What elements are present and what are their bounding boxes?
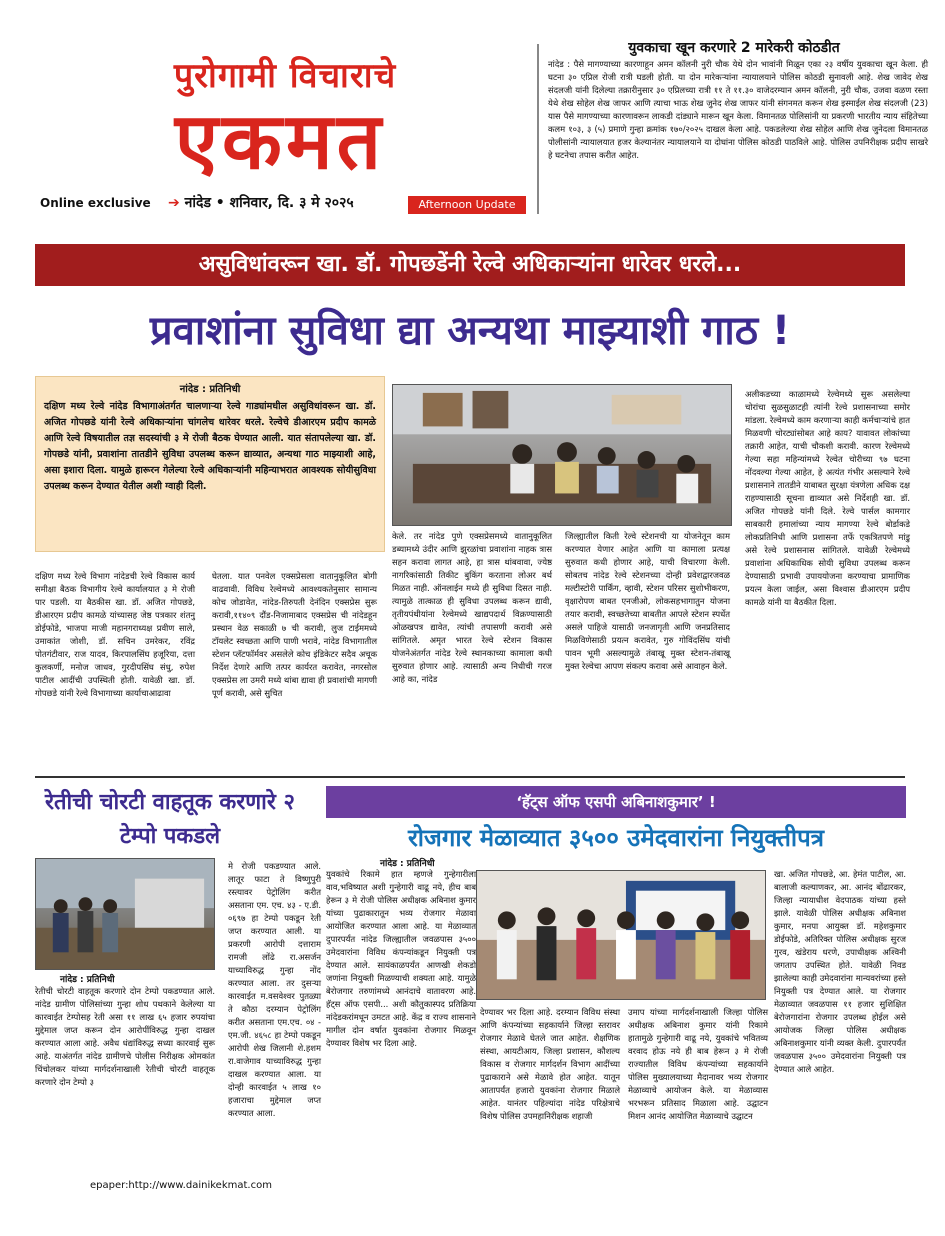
meeting-photo bbox=[392, 384, 732, 526]
job-story-column-2: देण्यावर भर दिला आहे. दरम्यान विविध संस्था आणि कंपन्यांच्या सहकार्याने जिल्हा स्तरावर रोजगार मेळावे घेतले जात आहेत. शैक्षणिक संस्था, आयटीआय, जिल्हा प्रशासन, कौशल्य विकास व रोजगार मार्गदर्शन विभाग आदींच्या पुढाकाराने असे मेळावे होत आहेत. यातून आतापर्यंत हजारो युवकांना रोजगार मिळाले आहेत. यानंतर पहिल्यांदा नांदेड परिक्षेत्राचे विशेष पोलिस उपमहानिरीक्षक शहाजी bbox=[480, 1007, 620, 1121]
top-story-body: नांदेड : पैसे मागण्याच्या कारणाहून अमन कॉलनी नुरी चौक येथे दोन भावांनी मिळून एका २३ वर्षीय युवकाचा खून केला. ही घटना ३० एप्रिल रोजी रात्री घडली होती. या दोन मारेकऱ्यांना न्यायालयाने पोलिस कोठडी सुनावली आहे. शेख जावेद शेख संदलजी यांनी दिलेल्या तक्रारीनुसार ३० एप्रिलच्या रात्री ११ ते ११.३० वाजेदरम्यान अमन कॉलनी, नुरी चौक, उजवा वळण रस्ता येथे शेख सोहेल शेख जाफर आणि त्याचा भाऊ शेख जुनेद शेख जाफर यांनी संगनमत करून शेख इस्माईल शेख संदलजी (23) यास पैसे मागण्याच्या कारणावरून लाकडी दांड्याने मारून खून केला. विमानतळ पोलिसांनी या प्रकरणी भारतीय न्याय संहितेच्या कलम १०३, ३ (५) प्रमाणे गुन्हा क्रमांक १७०/२०२५ दाखल केला आहे. पकडलेल्या शेख सोहेल आणि शेख जुनेदला विमानतळ पोलीसांनी न्यायालयात हजर केल्यानंतर न्यायालयाने या दोघांना पोलिस कोठडी पाठविले आहे. पोलिस उपनिरीक्षक प्रदीप साखरे हे घटनेचा तपास करीत आहेत. bbox=[548, 59, 928, 160]
job-story-kicker: ‘हॅट्स ऑफ एसपी अबिनाशकुमार’ ! bbox=[326, 786, 906, 818]
sand-story-headline: रेतीची चोरटी वाहतूक करणारे २ टेम्पो पकडले bbox=[45, 790, 295, 849]
main-story-column-mid-b: जिल्ह्यातील किती रेल्वे स्टेशनची या योजनेतून काम करण्यात येणार आहेत आणि या कामाला प्रत्यक्ष सुरुवात कधी होणार आहे, याची विचारणा केली. सोबतच नांदेड रेल्वे स्टेशनच्या दोन्ही प्रवेशद्वारजवळ मल्टीस्टोरी पार्किंग, व्हावी, स्टेशन परिसर सुशोभीकरण, वृक्षारोपण बाबत एनजीओ, लोकसहभागातुन योजना तयार करावी, स्वच्छतेच्या बाबतीत आपले स्टेशन स्पर्धेत असले पाहिजे यासाठी जनजागृती आणि जनप्रतिसाद मिळविणेसाठी प्रयत्न करावेत, गुरु गोविंदसिंघ यांची पावन भूमी असल्यामुळे तंबाखू मुक्त स्टेशन-तंबाखू मुक्त रेल्वेचा आपण संकल्प करावा असे आवाहन केले. bbox=[565, 531, 730, 671]
main-story-column-right: अलीकडच्या काळामध्ये रेल्वेमध्ये सुरू असलेल्या चोरांचा सुळसुळाटही त्यांनी रेल्वे प्रशासनाच्या समोर मांडला. रेल्वेमध्ये काम करणाऱ्या काही कर्मचाऱ्यांचे हात मिळवणी चोरट्यांसोबत आहे काय? यावावत लोकांच्या तक्रारी आहेत, याची चौकशी करावी. कारण रेल्वेमध्ये गेल्या सहा महिन्यांमध्ये रेल्वेत चोरीच्या ९७ घटना नोंदवल्या गेल्या आहेत, हे अत्यंत गंभीर असल्याने रेल्वे प्रशासनाने तातडीने याबाबत सुरक्षा यंत्रणेला अधिक दक्ष राहण्यासाठी सूचना द्याव्यात असे निर्देशही खा. डॉ. अजित गोपछडे यांनी दिले. रेल्वे पार्सल कामगार साबकारी हमालांच्या न्याय मागण्या रेल्वे बोर्डाकडे लोकप्रतिनिधी आणि प्रशासना तर्फे एकत्रितपणे मांडु असे रेल्वे प्रशासनास सांगितले. यावेळी रेल्वेमध्ये प्रवाशांना अधिकाधिक सोयी सुविधा उपलब्ध करून देण्यासाठी प्रभावी उपाययोजना करण्याचा प्रामाणिक प्रयत्न केला जाईल, असा विश्वास डीआरएम प्रदीप कामळे यांनी या बैठकीत दिला. bbox=[745, 389, 910, 607]
job-fair-photo bbox=[476, 870, 766, 1000]
job-story-column-4: खा. अजित गोपछडे, आ. हेमंत पाटील, आ. बालाजी कल्याणकर, आ. आनंद बोंढारकर, जिल्हा न्यायाधीश वेदपाठक यांच्या हस्ते झाले. यावेळी पोलिस अधीक्षक अबिनाश कुमार, मनपा आयुक्त डॉ. महेशकुमार डोईफोडे, अतिरिक्त पोलिस अधीक्षक सुरज गुरव, खंडेराय धरणे, उपाधीक्षक अश्विनी जगताप उपस्थित होते. यावेळी निवड झालेल्या काही उमेदवारांना मान्यवरांच्या हस्ते नियुक्ती पत्र देण्यात आले. या रोजगार मेळाव्यात जवळपास ११ हजार सुशिक्षित बेरोजगारांना रोजगार उपलब्ध होईल असे आयोजक जिल्हा पोलिस अधीक्षक अबिनाशकुमार यांनी व्यक्त केली. दुपारपर्यंत जवळपास ३५०० उमेदवारांना नियुक्ती पत्र देण्यात आले आहेत. bbox=[774, 869, 906, 1074]
main-story-lead: दक्षिण मध्य रेल्वे नांदेड विभागाअंतर्गत चालणाऱ्या रेल्वे गाड्यांमधील असुविधांवरून खा. डॉ. अजित गोपछडे यांनी रेल्वे अधिकाऱ्यांना चांगलेच धारेवर धरले. रेल्वेचे डीआरएम प्रदीप कामळे आणि रेल्वे विषयातील तज्ञ सदस्यांची ३ मे रोजी बैठक घेण्यात आली. यात संतापलेल्या खा. डॉ. गोपछडे यांनी, प्रवाशांना तातडीने सुविधा उपलब्ध करून द्याव्यात, अन्यथा गाठ माझ्याशी आहे, असा इशारा दिला. यामुळे हारूरन गेलेल्या रेल्वे अधिकाऱ्यांनी महिन्याभरात आवश्यक सोयीसुविधा उपलब्ध करून देण्यात येतील अशी ग्वाही दिली. bbox=[44, 401, 376, 492]
main-story-column-2: घेतला. यात पनवेल एक्सप्रेसला वातानुकूलित बोगी वाढवावी. विविध रेल्वेमध्ये आवश्यकतेनुसार सामान्य कोच जोडावेत, नांदेड-तिरुपती देनंदिन एक्सप्रेस सुरू करावी,११४०९ दौंड-निजामाबाद एक्सप्रेस ची नांदेडहून प्रस्थान वेळ सकाळी ७ ची करावी, लुज टाईममध्ये टॉयलेट स्वच्छता आणि पाणी भरावे, नांदेड विभागातील स्टेशन प्लॅटफॉर्मवर असलेले कोच इंडिकेटर सदैव अचूक निर्देश देणारे आणि तत्पर कार्यरत करावेत, नगरसोल एक्सप्रेस ला उमरी मध्ये थांबा द्यावा ही प्रवाशांची मागणी पूर्ण करावी, असे सुचित bbox=[212, 571, 378, 698]
main-story-kicker: असुविधांवरून खा. डॉ. गोपछडेंनी रेल्वे अधिकाऱ्यांना धारेवर धरले... bbox=[35, 244, 905, 286]
online-exclusive-label: Online exclusive bbox=[40, 196, 151, 210]
sand-story-byline: नांदेड : प्रतिनिधी bbox=[60, 975, 115, 985]
job-story-headline: रोजगार मेळाव्यात ३५०० उमेदवारांना नियुक्तीपत्र bbox=[407, 824, 825, 852]
dateline-text: नांदेड • शनिवार, दि. ३ मे २०२५ bbox=[184, 195, 354, 211]
job-story-column-1: युवकांचे रिकामे हात म्हणजे गुन्हेगारीला वाव,भविष्यात अशी गुन्हेगारी वाढू नये, हीच बाब हेरून ३ मे रोजी पोलिस अधीक्षक अबिनाश कुमार यांच्या पुढाकारातून भव्य रोजगार मेळावा आयोजित करण्यात आला आहे. या मेळाव्यात दुपारपर्यंत नांदेड जिल्ह्यातील जवळपास ३५०० उमेदवारांना विविध कंपन्यांकडून नियुक्ती पत्र देण्यात आले. सायंकाळपर्यंत आणखी शेकडो जणांना नियुक्ती मिळण्याची शक्यता आहे. यामुळे बेरोजगार तरुणांमध्ये आनंदाचे वातावरण आहे. हॅट्स ऑफ एसपी... अशी कौतुकास्पद प्रतिक्रिया नांदेडकरांमधून उमटत आहे. केंद्र व राज्य शासनाने मागील दोन वर्षात युवकांना रोजगार मिळवून देण्यावर विशेष भर दिला आहे. bbox=[326, 869, 476, 1048]
epaper-url[interactable]: epaper:http://www.dainikekmat.com bbox=[90, 1180, 272, 1191]
sand-story-column-2: मे रोजी पकडण्यात आले. लातूर फाटा ते विष्णुपुरी रस्त्यावर पेट्रोलिंग करीत असताना एम. एच. ४३ - ए.डी. ०६९७ हा टेम्पो पकडून रेती जप्त करण्यात आली. या प्रकरणी आरोपी दत्ताराम रामजी लोंढे रा.असर्जन याच्याविरुद्ध गुन्हा नोंद करण्यात आला. तर दुसऱ्या कारवाईत म.वसवेश्वर पुतळ्या ते कौठा दरम्यान पेट्रोलिंग करीत असताना एम.एच. ०४ - एम.जी. ४६५८ हा टेम्पो पकडून आरोपी शेख जिलानी शे.हशम रा.वाजेगाव याच्याविरुद्ध गुन्हा दाखल करण्यात आला. या दोन्ही कारवाईत ५ लाख १० हजाराचा मुद्देमाल जप्त करण्यात आला. bbox=[228, 861, 321, 1118]
arrow-right-icon: ➔ bbox=[168, 195, 185, 211]
masthead-tagline: पुरोगामी विचाराचे bbox=[173, 56, 397, 96]
main-story-byline: नांदेड : प्रतिनिधी bbox=[179, 384, 241, 395]
dateline bbox=[168, 193, 354, 212]
masthead-divider bbox=[537, 44, 539, 214]
main-story-column-1: दक्षिण मध्य रेल्वे विभाग नांदेडची रेल्वे विकास कार्य समीक्षा बैठक विभागीय रेल्वे कार्यालयात ३ मे रोजी पार पडली. या बैठकीस खा. डॉ. अजित गोपछडे, डीआरएम प्रदीप कामळे यांच्यासह जेष्ठ पत्रकार शंतनु डोईफोडे, भाजपा माजी महानगराध्यक्ष प्रवीण साले, उमाकांत जोशी, डॉ. सचिन उमरेकर, रविंद्र पोतगंटीवार, राज यादव, किरपालसिंघ हजूरिया, दत्ता कुलकर्णी, मनोज जाधव, गुरदीपसिंघ संधु, रुपेश पाटील आदींची उपस्थिती होती. यावेळी खा. डॉ. गोपछडे यांनी रेल्वे विभागाच्या कार्याचाआढावा bbox=[35, 571, 195, 698]
masthead-logo: एकमत bbox=[174, 96, 386, 187]
top-story-headline: युवकाचा खून करणारे 2 मारेकरी कोठडीत bbox=[628, 40, 840, 56]
tempo-photo bbox=[35, 858, 215, 970]
main-story-lead-box bbox=[35, 376, 385, 552]
section-divider bbox=[35, 776, 905, 778]
main-story-column-mid-a: केले. तर नांदेड पुणे एक्सप्रेसमध्ये वातानुकूलित डब्यामध्ये उंदीर आणि झुरळांचा प्रवाशांना नाहक त्रास सहन करावा लागत आहे, हा त्रास थांबवावा, ज्येष्ठ नागरिकांसाठी तिकीट बुकिंग करताना लोअर बर्थ मिळत नाही. ऑनलाईन मध्ये ही सुविधा दिसत नाही. त्यामुळे तात्काळ ही सुविधा उपलब्ध करून द्यावी, तृतीयपंथीयांना रेल्वेमध्ये खाद्यपदार्थ विक्रण्यासाठी ओळखपत्र द्यावेत, त्यांची तपासणी करावी असे सांगितले. अमृत भारत रेल्वे स्टेशन विकास योजनेअंतर्गत नांदेड रेल्वे स्थानकाच्या कामाला कधी सुरुवात होणार आहे. त्यासाठी अन्य निधीची गरज आहे का, नांदेड bbox=[392, 531, 552, 684]
main-story-headline: प्रवाशांना सुविधा द्या अन्यथा माझ्याशी गाठ ! bbox=[149, 308, 791, 354]
sand-story-column-1: रेतीची चोरटी वाहतूक करणारे दोन टेम्पो पकडण्यात आले. नांदेड ग्रामीण पोलिसांच्या गुन्हा शोध पथकाने केलेल्या या कारवाईत टेम्पोसह रेती असा ११ लाख ६५ हजार रुपयांचा मुद्देमाल जप्त करून दोन आरोपींविरुद्ध गुन्हा दाखल करण्यात आला आहे. अवैध धंद्यांविरुद्ध सध्या कारवाई सुरू आहे. याअंतर्गत नांदेड ग्रामीणचे पोलीस निरीक्षक ओमकांत चिंचोलकर यांच्या मार्गदर्शनाखाली रेतीची चोरटी वाहतूक करणारे दोन टेम्पो ३ bbox=[35, 986, 215, 1087]
job-story-column-3: उमाप यांच्या मार्गदर्शनाखाली जिल्हा पोलिस अधीक्षक अबिनाश कुमार यांनी रिकामे हातामुळे गुन्हेगारी वाढू नये, युवकांचे भवितव्य वरवाद होऊ नये ही बाब हेरून ३ मे रोजी राज्यातील विविध कंपन्यांच्या सहकार्याने पोलिस मुख्यालयाच्या मैदानावर भव्य रोजगार मेळाव्याचे आयोजन केले. या मेळाव्यास भरभरून प्रतिसाद मिळाला आहे. उद्घाटन मिशन आनंद आयोजित मेळाव्याचे उद्घाटन bbox=[628, 1007, 768, 1121]
job-story-byline: नांदेड : प्रतिनिधी bbox=[380, 859, 435, 869]
edition-badge: Afternoon Update bbox=[408, 196, 526, 214]
